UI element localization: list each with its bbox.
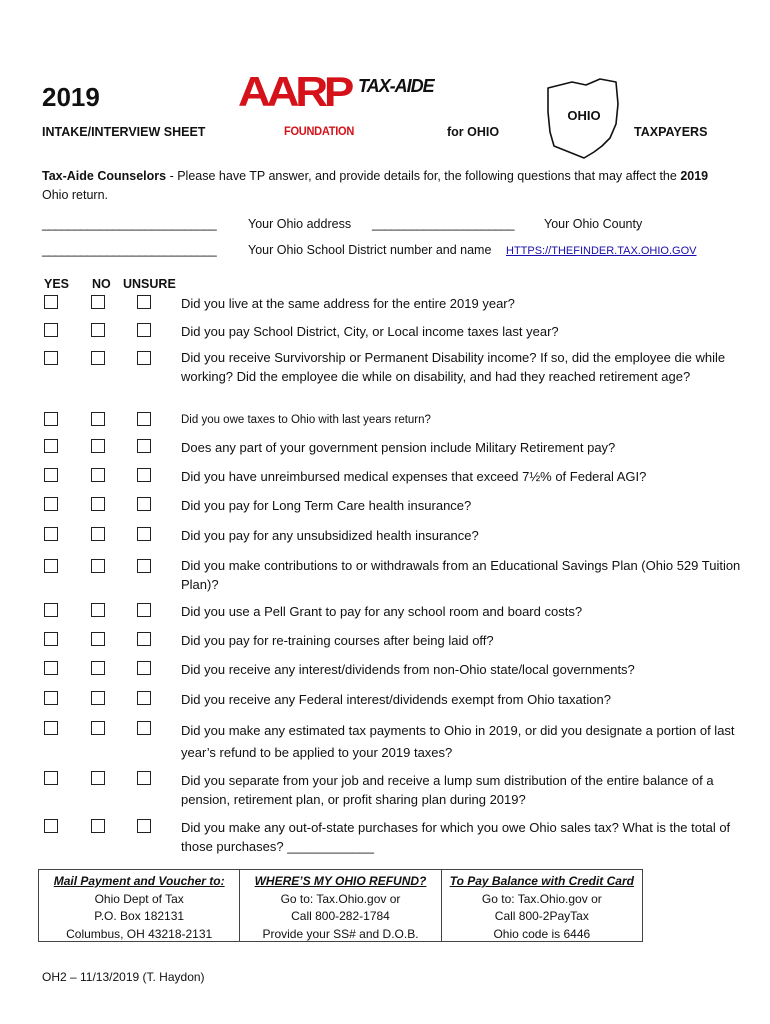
- school-district-blank[interactable]: ___________________________: [42, 243, 217, 257]
- checkbox-unsure[interactable]: [137, 412, 151, 426]
- checkbox-yes[interactable]: [44, 351, 58, 365]
- tax-aide-label: TAX-AIDE: [358, 76, 434, 96]
- checkbox-yes[interactable]: [44, 497, 58, 511]
- ohio-address-field[interactable]: [42, 217, 216, 231]
- checkbox-no[interactable]: [91, 295, 105, 309]
- checkbox-no[interactable]: [91, 771, 105, 785]
- info-box-line: Call 800-2PayTax: [494, 909, 589, 923]
- checkbox-no[interactable]: [91, 819, 105, 833]
- checkbox-yes[interactable]: [44, 412, 58, 426]
- checkbox-unsure[interactable]: [137, 721, 151, 735]
- column-no: NO: [92, 277, 111, 291]
- info-box-credit-card: [441, 870, 642, 941]
- checkbox-yes[interactable]: [44, 603, 58, 617]
- question-text: Did you receive any interest/dividends from non-Ohio state/local governments?: [181, 662, 635, 677]
- checkbox-no[interactable]: [91, 721, 105, 735]
- school-district-field[interactable]: [42, 243, 216, 257]
- info-box-title: WHERE’S MY OHIO REFUND?: [254, 874, 427, 888]
- checkbox-unsure[interactable]: [137, 439, 151, 453]
- form-footer: OH2 – 11/13/2019 (T. Haydon): [42, 970, 205, 984]
- checkbox-no[interactable]: [91, 412, 105, 426]
- ohio-address-label: Your Ohio address: [248, 217, 352, 231]
- checkbox-unsure[interactable]: [137, 691, 151, 705]
- ohio-state-label: OHIO: [567, 108, 601, 123]
- question-text: Did you separate from your job and receive a lump sum distribution of the entire balance of a pension, retirement plan, or profit sharing plan during 2019?: [181, 773, 714, 807]
- school-district-label: Your Ohio School District number and name: [248, 243, 492, 257]
- question-text: Did you owe taxes to Ohio with last years return?: [181, 414, 431, 426]
- for-ohio-label: for OHIO: [447, 125, 500, 139]
- checkbox-unsure[interactable]: [137, 661, 151, 675]
- checkbox-no[interactable]: [91, 468, 105, 482]
- info-box-line: Columbus, OH 43218-2131: [66, 926, 213, 941]
- checkbox-no[interactable]: [91, 691, 105, 705]
- checkbox-yes[interactable]: [44, 632, 58, 646]
- checkbox-yes[interactable]: [44, 661, 58, 675]
- ohio-state-outline-icon: [542, 76, 626, 160]
- ohio-county-blank[interactable]: ______________________: [372, 217, 514, 231]
- column-unsure: UNSURE: [123, 277, 176, 291]
- checkbox-unsure[interactable]: [137, 323, 151, 337]
- checkbox-unsure[interactable]: [137, 559, 151, 573]
- checkbox-no[interactable]: [91, 323, 105, 337]
- intro-year: 2019: [680, 169, 709, 183]
- checkbox-yes[interactable]: [44, 691, 58, 705]
- checkbox-no[interactable]: [91, 351, 105, 365]
- ohio-address-blank[interactable]: ___________________________: [42, 217, 217, 231]
- checkbox-no[interactable]: [91, 661, 105, 675]
- question-text: Did you live at the same address for the entire 2019 year?: [181, 296, 515, 311]
- taxpayers-label: TAXPAYERS: [634, 125, 708, 139]
- info-box-title: To Pay Balance with Credit Card: [449, 874, 634, 888]
- column-yes: YES: [44, 277, 70, 291]
- aarp-foundation-label: FOUNDATION: [284, 124, 355, 138]
- checkbox-yes[interactable]: [44, 771, 58, 785]
- ohio-county-field[interactable]: [372, 217, 514, 231]
- question-text: Did you pay for re-training courses after being laid off?: [181, 633, 494, 648]
- info-box-line: P.O. Box 182131: [94, 909, 185, 923]
- info-box-line: Provide your SS# and D.O.B.: [262, 926, 419, 941]
- checkbox-yes[interactable]: [44, 323, 58, 337]
- checkbox-unsure[interactable]: [137, 351, 151, 365]
- checkbox-no[interactable]: [91, 559, 105, 573]
- checkbox-unsure[interactable]: [137, 632, 151, 646]
- question-text: Did you have unreimbursed medical expenses that exceed 7½% of Federal AGI?: [181, 469, 647, 484]
- intro-text: - Please have TP answer, and provide details for, the following questions that may affect the: [166, 169, 681, 183]
- checkbox-unsure[interactable]: [137, 468, 151, 482]
- question-text: Did you use a Pell Grant to pay for any school room and board costs?: [181, 604, 583, 619]
- finder-link[interactable]: HTTPS://THEFINDER.TAX.OHIO.GOV: [506, 245, 697, 257]
- checkbox-unsure[interactable]: [137, 527, 151, 541]
- checkbox-unsure[interactable]: [137, 497, 151, 511]
- ohio-county-label: Your Ohio County: [544, 217, 643, 231]
- checkbox-no[interactable]: [91, 439, 105, 453]
- sheet-title: INTAKE/INTERVIEW SHEET: [42, 125, 206, 139]
- info-box-line: Ohio code is 6446: [493, 926, 591, 941]
- checkbox-yes[interactable]: [44, 559, 58, 573]
- intro-bold: Tax-Aide Counselors: [42, 169, 167, 183]
- question-text: Did you pay School District, City, or Local income taxes last year?: [181, 324, 559, 339]
- info-boxes: [38, 869, 643, 942]
- aarp-logo-text: AARP: [238, 70, 354, 110]
- checkbox-yes[interactable]: [44, 721, 58, 735]
- checkbox-yes[interactable]: [44, 439, 58, 453]
- checkbox-no[interactable]: [91, 632, 105, 646]
- checkbox-unsure[interactable]: [137, 771, 151, 785]
- question-text: Did you make any out-of-state purchases for which you owe Ohio sales tax? What is the total of those purchases? ____________: [181, 820, 731, 854]
- checkbox-yes[interactable]: [44, 819, 58, 833]
- question-text: Did you pay for any unsubsidized health insurance?: [181, 528, 479, 543]
- intro-paragraph: [42, 167, 732, 205]
- info-box-line: Go to: Tax.Ohio.gov or: [481, 891, 602, 906]
- question-text: Did you receive any Federal interest/dividends exempt from Ohio taxation?: [181, 692, 611, 707]
- info-box-line: Go to: Tax.Ohio.gov or: [280, 891, 401, 906]
- question-text: Does any part of your government pension include Military Retirement pay?: [181, 440, 616, 455]
- info-box-refund: [239, 870, 440, 941]
- info-box-line: Ohio Dept of Tax: [94, 891, 184, 906]
- checkbox-no[interactable]: [91, 603, 105, 617]
- intro-text-end: Ohio return.: [42, 188, 109, 202]
- checkbox-unsure[interactable]: [137, 819, 151, 833]
- question-text: Did you pay for Long Term Care health insurance?: [181, 498, 472, 513]
- question-text: Did you make any estimated tax payments to Ohio in 2019, or did you designate a portion of last year’s refund to be applied to your 2019 taxes?: [181, 723, 735, 760]
- checkbox-yes[interactable]: [44, 295, 58, 309]
- info-box-mail: [39, 870, 239, 941]
- info-box-title: Mail Payment and Voucher to:: [53, 874, 225, 888]
- checkbox-unsure[interactable]: [137, 295, 151, 309]
- checkbox-yes[interactable]: [44, 468, 58, 482]
- aarp-logo: [236, 70, 356, 110]
- info-box-line: Call 800-282-1784: [291, 909, 390, 923]
- checkbox-yes[interactable]: [44, 527, 58, 541]
- question-text: Did you receive Survivorship or Permanent Disability income? If so, did the employee die while working? Did the employee die while on disability, and had they reached retirement age?: [181, 350, 726, 384]
- form-year: 2019: [42, 82, 100, 112]
- checkbox-unsure[interactable]: [137, 603, 151, 617]
- question-text: Did you make contributions to or withdrawals from an Educational Savings Plan (Ohio 529 Tuition Plan)?: [181, 558, 741, 592]
- checkbox-no[interactable]: [91, 527, 105, 541]
- checkbox-no[interactable]: [91, 497, 105, 511]
